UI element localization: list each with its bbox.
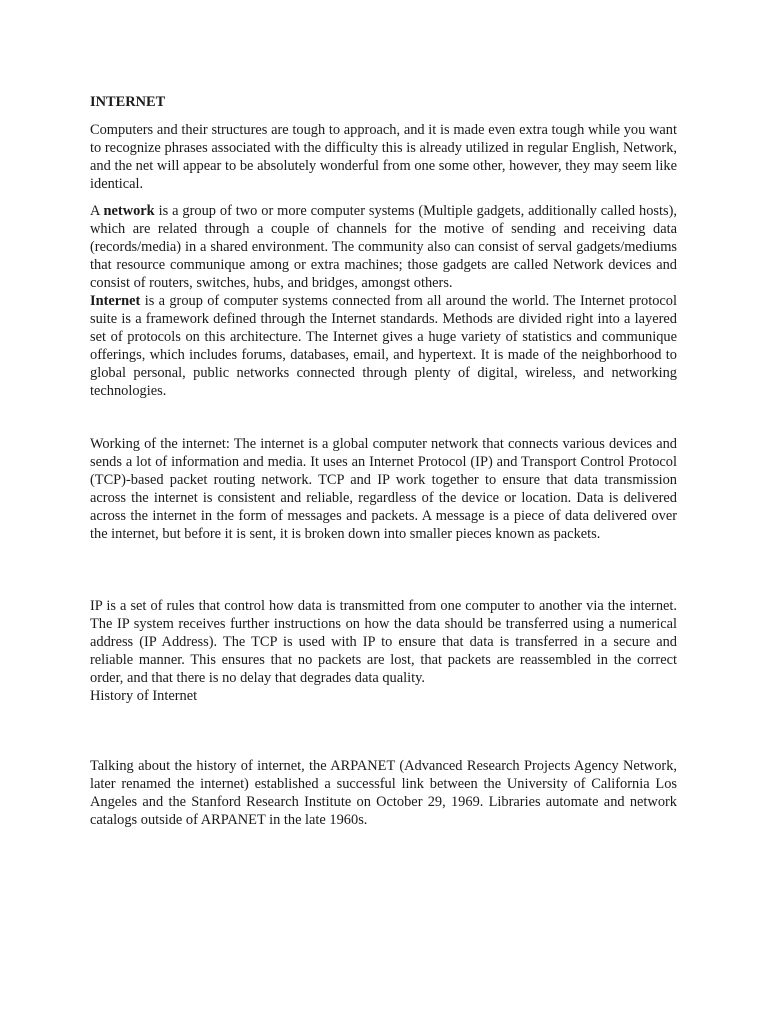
ip-paragraph: IP is a set of rules that control how data is transmitted from one computer to another via the internet. The IP system receives further instructions on how the data should be transferred using a numerical address (IP Address). The TCP is used with IP to ensure that data is transferred in a secure and reliable manner. This ensures that no packets are lost, that packets are reassembled in the correct order, and that there is no delay that degrades data quality. bbox=[90, 598, 677, 686]
working-paragraph: Working of the internet: The internet is a global computer network that connects various devices and sends a lot of information and media. It uses an Internet Protocol (IP) and Transport Control Protocol (TCP)-based packet routing network. TCP and IP work together to ensure that data transmission across the internet is consistent and reliable, regardless of the device or location. Data is delivered across the internet in the form of messages and packets. A message is a piece of data delivered over the internet, but before it is sent, it is broken down into smaller pieces known as packets. bbox=[90, 436, 677, 542]
intro-paragraph: Computers and their structures are tough to approach, and it is made even extra tough while you want to recognize phrases associated with the difficulty this is already utilized in regular English, Network, and the net will appear to be absolutely wonderful from one some other, however, they may seem like identical. bbox=[90, 122, 677, 192]
network-lead: A bbox=[90, 203, 104, 219]
history-heading: History of Internet bbox=[90, 688, 198, 704]
network-definition: is a group of two or more computer systems (Multiple gadgets, additionally called hosts), which are related through a couple of channels for the motive of sending and receiving data (records/media) in a shared environment. The community also can consist of serval gadgets/mediums that resource communique among or extra machines; those gadgets are called Network devices and consist of routers, switches, hubs, and bridges, amongst others. bbox=[90, 203, 677, 291]
internet-paragraph bbox=[90, 292, 677, 400]
internet-term: Internet bbox=[90, 293, 141, 309]
document-page bbox=[90, 92, 677, 829]
network-paragraph bbox=[90, 202, 677, 292]
document-title: INTERNET bbox=[90, 94, 166, 110]
network-term: network bbox=[103, 203, 155, 219]
internet-definition: is a group of computer systems connected from all around the world. The Internet protocol suite is a framework defined through the Internet standards. Methods are divided right into a layered set of protocols on this architecture. The Internet gives a huge variety of statistics and communique offerings, which includes forums, databases, email, and hypertext. It is made of the neighborhood to global personal, public networks connected through plenty of digital, wireless, and networking technologies. bbox=[90, 293, 677, 399]
history-paragraph: Talking about the history of internet, the ARPANET (Advanced Research Projects Agency Network, later renamed the internet) established a successful link between the University of California Los Angeles and the Stanford Research Institute on October 29, 1969. Libraries automate and network catalogs outside of ARPANET in the late 1960s. bbox=[90, 758, 677, 828]
